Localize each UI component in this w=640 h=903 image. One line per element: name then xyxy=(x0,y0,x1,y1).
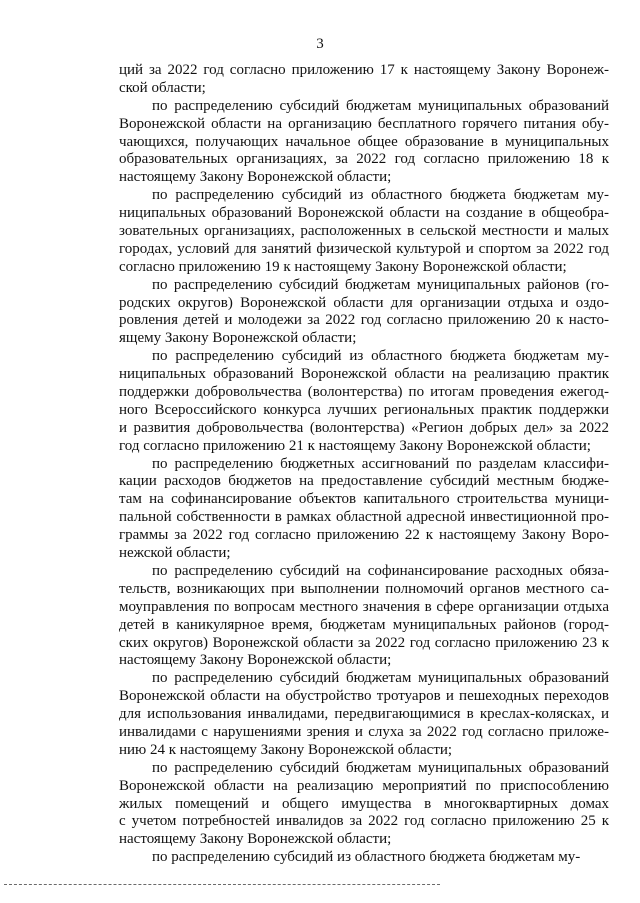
paragraph xyxy=(119,849,609,867)
paragraph xyxy=(119,563,609,670)
text-line: поддержки добровольчества (волонтерства) по итогам проведения ежегод- xyxy=(119,384,609,401)
text-line: Воронежской области на реализацию мероприятий по приспособлению xyxy=(119,777,609,794)
text-line: для использования инвалидами, передвигающимися в креслах-колясках, и xyxy=(119,706,609,723)
paragraph xyxy=(119,98,609,187)
paragraph xyxy=(119,760,609,849)
text-line: Воронежской области на обустройство тротуаров и пешеходных переходов xyxy=(119,688,609,705)
text-line: с учетом потребностей инвалидов за 2022 год согласно приложению 25 к xyxy=(119,813,609,830)
text-line: детей в каникулярное время, бюджетам муниципальных районов (город- xyxy=(119,616,609,633)
text-line: ской области; xyxy=(119,79,206,96)
text-line: согласно приложению 19 к настоящему Закону Воронежской области; xyxy=(119,258,567,275)
text-line: родских округов) Воронежской области для организации отдыха и оздо- xyxy=(119,294,609,311)
text-line: инвалидами с нарушениями зрения и слуха за 2022 год согласно приложе- xyxy=(119,723,609,740)
paragraph xyxy=(119,187,609,276)
text-line: по распределению субсидий из областного бюджета бюджетам му- xyxy=(152,348,609,365)
text-line: нежской области; xyxy=(119,545,231,562)
text-line: ских округов) Воронежской области за 2022 год согласно приложению 23 к xyxy=(119,634,609,651)
text-line: по распределению субсидий из областного бюджета бюджетам му- xyxy=(152,187,609,204)
text-line: по распределению бюджетных ассигнований по разделам классифи- xyxy=(152,455,609,472)
document-body xyxy=(119,62,609,867)
text-line: по распределению субсидий бюджетам муниципальных образований xyxy=(152,97,609,114)
footer-rule xyxy=(4,884,440,885)
text-line: Воронежской области на организацию бесплатного горячего питания обу- xyxy=(119,115,609,132)
text-line: ровления детей и молодежи за 2022 год согласно приложению 20 к насто- xyxy=(119,312,609,329)
text-line: ного Всероссийского конкурса лучших региональных практик поддержки xyxy=(119,401,609,418)
text-line: ящему Закону Воронежской области; xyxy=(119,330,357,347)
text-line: граммы за 2022 год согласно приложению 22 к настоящему Закону Воро- xyxy=(119,527,609,544)
text-line: настоящему Закону Воронежской области; xyxy=(119,169,392,186)
paragraph xyxy=(119,348,609,455)
paragraph xyxy=(119,456,609,563)
text-line: ций за 2022 год согласно приложению 17 к настоящему Закону Воронеж- xyxy=(119,62,609,78)
text-line: чающихся, получающих начальное общее образование в муниципальных xyxy=(119,133,609,150)
text-line: ниципальных образований Воронежской области на создание в общеобра- xyxy=(119,205,609,222)
text-line: по распределению субсидий бюджетам муниципальных образований xyxy=(152,670,609,687)
text-line: настоящему Закону Воронежской области; xyxy=(119,652,392,669)
text-line: пальной собственности в рамках областной адресной инвестиционной про- xyxy=(119,509,609,526)
text-line: городах, условий для занятий физической культурой и спортом за 2022 год xyxy=(119,240,609,257)
text-line: тельств, возникающих при выполнении полномочий органов местного са- xyxy=(119,580,609,597)
paragraph xyxy=(119,277,609,349)
text-line: моуправления по вопросам местного значения в сфере организации отдыха xyxy=(119,598,609,615)
text-line: по распределению субсидий на софинансирование расходных обяза- xyxy=(152,562,609,579)
text-line: нию 24 к настоящему Закону Воронежской области; xyxy=(119,741,453,758)
text-line: зовательных организациях, расположенных в сельской местности и малых xyxy=(119,223,609,240)
text-line: кации расходов бюджетов на предоставление субсидий местным бюдже- xyxy=(119,473,609,490)
text-line: настоящему Закону Воронежской области; xyxy=(119,831,392,848)
text-line: жилых помещений и общего имущества в многоквартирных домах xyxy=(119,795,609,812)
text-line: там на софинансирование объектов капитального строительства муници- xyxy=(119,491,609,508)
text-line: по распределению субсидий бюджетам муниципальных образований xyxy=(152,759,609,776)
text-line: образовательных организациях, за 2022 год согласно приложению 18 к xyxy=(119,151,609,168)
text-line: по распределению субсидий из областного бюджета бюджетам му- xyxy=(152,849,581,866)
text-line: ниципальных образований Воронежской области на реализацию практик xyxy=(119,366,609,383)
text-line: год согласно приложению 21 к настоящему Закону Воронежской области; xyxy=(119,437,591,454)
paragraph xyxy=(119,62,609,98)
page-number: 3 xyxy=(316,36,324,52)
paragraph xyxy=(119,670,609,759)
text-line: и развития добровольчества (волонтерства) «Регион добрых дел» за 2022 xyxy=(119,419,609,436)
text-line: по распределению субсидий бюджетам муниципальных районов (го- xyxy=(152,276,609,293)
